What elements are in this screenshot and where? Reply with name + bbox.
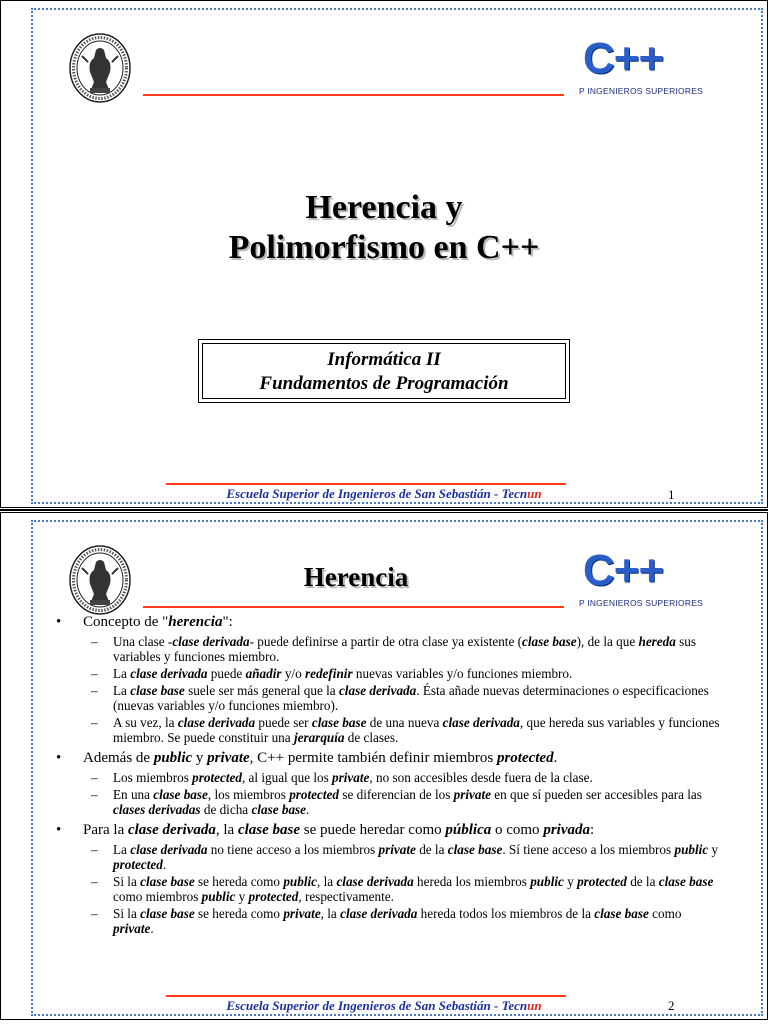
cpp-logo-subtext: P INGENIEROS SUPERIORES <box>579 598 703 608</box>
slide-separator <box>0 509 768 511</box>
cpp-logo-text: C++ <box>583 34 664 83</box>
page-number: 1 <box>668 487 675 502</box>
sub-bullet-3-1: – La clase derivada no tiene acceso a los miembros private de la clase base. Sí tiene acceso a los miembros public y protected. <box>91 842 719 872</box>
sub-bullet-1-1: – Una clase -clase derivada- puede definirse a partir de otra clase ya existente (clase base), de la que hereda sus variables y funciones miembro. <box>91 634 697 664</box>
sub-bullet-dash: – <box>91 842 98 857</box>
sub-bullet-dash: – <box>91 906 98 921</box>
bullet-2: • Además de public y private, C++ permite también definir miembros protected. <box>56 750 558 766</box>
slide-2-footer <box>0 998 768 1014</box>
slide-2-content <box>56 614 720 938</box>
bullet-dot: • <box>56 614 62 630</box>
sub-bullet-dash: – <box>91 874 98 889</box>
page-number: 2 <box>668 998 675 1013</box>
sub-bullet-1-2: – La clase derivada puede añadir y/o redefinir nuevas variables y/o funciones miembro. <box>91 666 573 681</box>
footer-rule <box>166 483 566 485</box>
slide-1-title <box>0 188 768 268</box>
title-line-1: Herencia y <box>305 189 463 226</box>
bullet-dot: • <box>56 750 62 766</box>
footer-rule <box>166 995 566 997</box>
sub-bullet-dash: – <box>91 787 98 802</box>
sub-bullet-dash: – <box>91 770 98 785</box>
sub-bullet-1-4: – A su vez, la clase derivada puede ser clase base de una nueva clase derivada, que hereda sus variables y funciones miembro. Se puede constituir una jerarquía de clases. <box>91 715 720 745</box>
cpp-logo-subtext: P INGENIEROS SUPERIORES <box>579 86 703 96</box>
slide-2-title: Herencia <box>303 562 409 592</box>
sub-bullet-2-1: – Los miembros protected, al igual que los private, no son accesibles desde fuera de la clase. <box>91 770 593 785</box>
sub-bullet-2-2: – En una clase base, los miembros protected se diferencian de los private en que sí pueden ser accesibles para las clases derivadas de dicha clase base. <box>91 787 702 817</box>
cpp-logo <box>579 34 703 102</box>
header-rule <box>143 94 564 96</box>
sub-bullet-dash: – <box>91 683 98 698</box>
subtitle-box <box>198 339 570 403</box>
title-line-2: Polimorfismo en C++ <box>228 229 540 266</box>
bullet-1: • Concepto de "herencia": <box>56 614 233 630</box>
subtitle-line-1: Informática II <box>327 349 441 370</box>
subtitle-box-inner <box>202 343 566 399</box>
footer-accent: un <box>527 486 542 501</box>
slide-1-footer <box>0 486 768 502</box>
header-rule <box>143 606 564 608</box>
footer-school: Escuela Superior de Ingenieros de San Sebastián - Tecn <box>226 998 528 1013</box>
footer-school: Escuela Superior de Ingenieros de San Sebastián - Tecn <box>226 486 528 501</box>
sub-bullet-3-3: – Si la clase base se hereda como private, la clase derivada hereda todos los miembros de la clase base como private. <box>91 906 682 936</box>
subtitle-line-2: Fundamentos de Programación <box>259 373 509 394</box>
slide-1 <box>0 0 768 508</box>
cpp-logo-text: C++ <box>583 546 664 595</box>
university-seal-icon <box>68 32 132 104</box>
sub-bullet-dash: – <box>91 634 98 649</box>
sub-bullet-dash: – <box>91 715 98 730</box>
sub-bullet-3-2: – Si la clase base se hereda como public, la clase derivada hereda los miembros public y protected de la clase base como miembros public y protected, respectivamente. <box>91 874 714 904</box>
footer-accent: un <box>527 998 542 1013</box>
bullet-3: • Para la clase derivada, la clase base se puede heredar como pública o como privada: <box>56 822 595 838</box>
bullet-dot: • <box>56 822 62 838</box>
sub-bullet-dash: – <box>91 666 98 681</box>
sub-bullet-1-3: – La clase base suele ser más general que la clase derivada. Ésta añade nuevas determinaciones o especificaciones (nuevas variables y/o funciones miembro). <box>91 683 709 713</box>
